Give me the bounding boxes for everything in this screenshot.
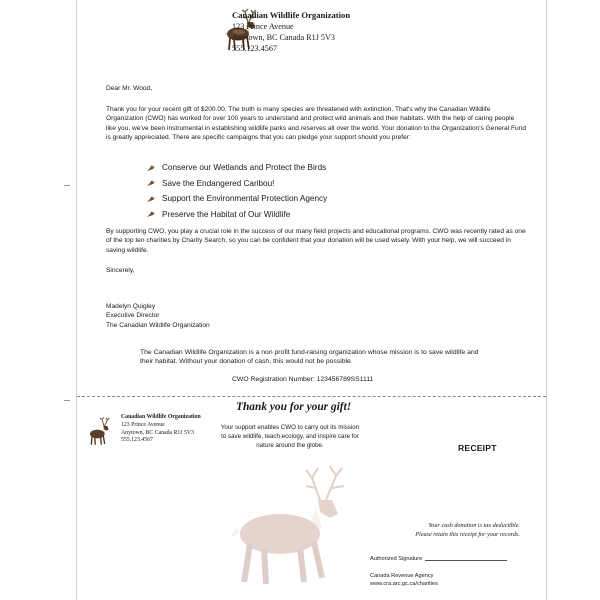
bird-icon — [146, 179, 156, 187]
receipt-address-line1: 123 Prince Avenue — [121, 421, 165, 428]
caribou-icon — [84, 415, 116, 449]
tear-off-line — [77, 396, 546, 397]
campaign-label: Support the Environmental Protection Agency — [162, 194, 328, 203]
address-line2: Anytown, BC Canada R1J 5V3 — [232, 33, 336, 42]
campaign-label: Save the Endangered Caribou! — [162, 178, 275, 188]
list-item — [146, 207, 327, 223]
signature-block — [106, 302, 526, 330]
list-item — [146, 191, 327, 207]
receipt-address-line2: Anytown, BC Canada R1J 5V3 — [121, 429, 194, 436]
signer-title: Executive Director — [106, 312, 160, 320]
salutation: Dear Mr. Wood, — [106, 85, 153, 92]
agency-info — [370, 573, 438, 588]
receipt-address — [121, 414, 201, 445]
closing: Sincerely, — [106, 267, 135, 274]
tax-note — [360, 521, 520, 539]
hole-punch-mark — [64, 400, 70, 401]
authorized-signature — [370, 556, 507, 562]
page-edge-right — [546, 0, 547, 600]
tax-line1: Your cash donation is tax deductible. — [428, 522, 520, 529]
signer-org: The Canadian Wildlife Organization — [106, 321, 210, 329]
org-name: Canadian Wildlife Organization — [232, 10, 351, 20]
bird-icon — [146, 210, 156, 218]
receipt-org-name: Canadian Wildlife Organization — [121, 414, 201, 420]
paragraph-1: Thank you for your recent gift of $200.00. The truth is many species are threatened with extinction. That's why the Canadian Wildlife Organization (CWO) has worked for over 100 years to understand and protect wild animals and their habitats. With the help of caring people like you, we've been instrumental in establishing wildlife parks and reserves all over the world. Your donation to the Organization's General Fund is greatly appreciated. There are specific campaigns that you can pledge your support should you prefer: — [106, 106, 526, 142]
thank-you-heading: Thank you for your gift! — [236, 401, 352, 413]
tax-line2: Please retain this receipt for your records. — [415, 531, 520, 538]
address-line1: 123 Prince Avenue — [232, 22, 294, 31]
campaign-list — [146, 160, 327, 222]
agency-url[interactable]: www.cra.arc.gc.ca/charities — [370, 580, 438, 587]
caribou-watermark-icon — [208, 460, 378, 590]
page-edge-left — [76, 0, 77, 600]
mission-statement: The Canadian Wildlife Organization is a non profit fund-raising organization whose mission is to save wildlife and their habitat. Without your donation of cash, this would not be possible. — [140, 349, 479, 366]
signature-line — [425, 560, 507, 561]
authorized-signature-label: Authorized Signature — [370, 556, 423, 562]
list-item — [146, 176, 327, 192]
receipt-phone: 555.123.4567 — [121, 437, 153, 444]
agency-name: Canada Revenue Agency — [370, 573, 434, 579]
bird-icon — [146, 195, 156, 203]
support-text: Your support enables CWO to carry out its mission to save wildlife, teach ecology, and inspire care for nature around the globe. — [220, 424, 360, 449]
receipt-label: RECEIPT — [458, 443, 497, 453]
campaign-label: Conserve our Wetlands and Protect the Birds — [162, 163, 327, 172]
hole-punch-mark — [64, 185, 70, 186]
signer-name: Madelyn Quigley — [106, 303, 156, 310]
letterhead — [232, 10, 350, 54]
phone: 555.123.4567 — [232, 44, 278, 53]
list-item — [146, 160, 327, 176]
bird-icon — [146, 164, 156, 172]
paragraph-2: By supporting CWO, you play a crucial role in the success of our many field projects and educational programs. CWO was recently rated as one of the top ten charities by Charity Search, so you can be confident that your donation will be used wisely. With your help, we will succeed in saving wildlife. — [106, 228, 526, 254]
campaign-label: Preserve the Habitat of Our Wildlife — [162, 209, 291, 219]
registration-number: CWO Registration Number: 123456789SS1111 — [232, 376, 374, 383]
